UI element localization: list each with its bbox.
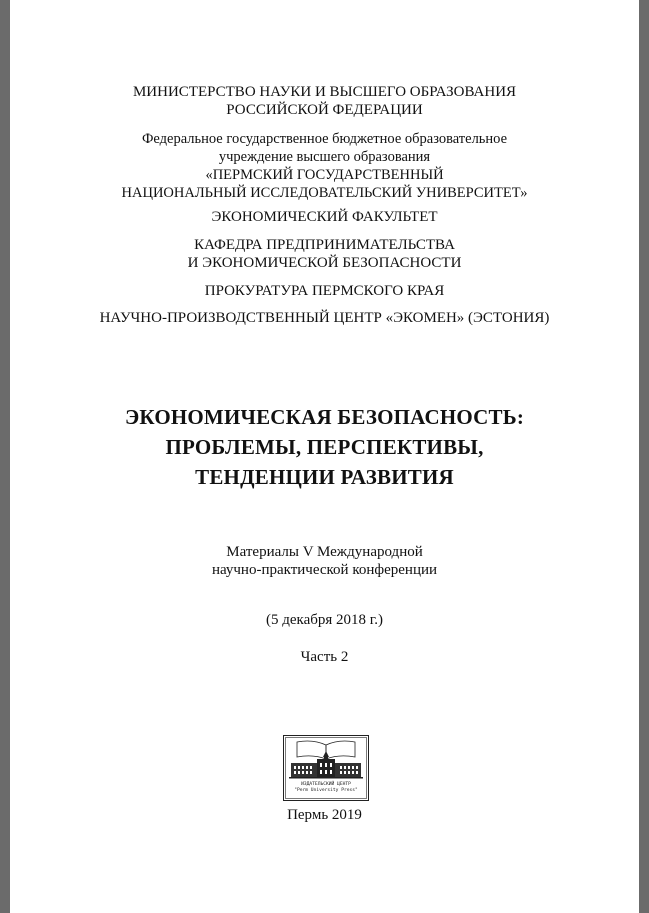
university-line: учреждение высшего образования bbox=[218, 149, 431, 165]
ministry-line: РОССИЙСКОЙ ФЕДЕРАЦИИ bbox=[226, 102, 423, 118]
logo-text-line: "Perm University Press" bbox=[294, 788, 358, 793]
part-line: Часть 2 bbox=[300, 649, 349, 665]
center-heading bbox=[10, 309, 639, 327]
university-line: НАЦИОНАЛЬНЫЙ ИССЛЕДОВАТЕЛЬСКИЙ УНИВЕРСИТЕТ» bbox=[121, 185, 528, 201]
ministry-line: МИНИСТЕРСТВО НАУКИ И ВЫСШЕГО ОБРАЗОВАНИЯ bbox=[132, 84, 517, 100]
subtitle-line: научно-практической конференции bbox=[211, 562, 438, 578]
part-number bbox=[10, 648, 639, 666]
logo-text-line: ИЗДАТЕЛЬСКИЙ ЦЕНТР bbox=[301, 782, 351, 787]
book-title bbox=[10, 402, 639, 492]
university-line: Федеральное государственное бюджетное образовательное bbox=[141, 131, 508, 147]
department-heading bbox=[10, 236, 639, 272]
conference-date bbox=[10, 611, 639, 629]
faculty-line: ЭКОНОМИЧЕСКИЙ ФАКУЛЬТЕТ bbox=[211, 209, 438, 225]
city-year: Пермь 2019 bbox=[287, 807, 362, 823]
subtitle-line: Материалы V Международной bbox=[226, 544, 423, 560]
publisher-logo bbox=[283, 735, 369, 801]
conference-subtitle bbox=[10, 543, 639, 579]
department-line: КАФЕДРА ПРЕДПРИНИМАТЕЛЬСТВА bbox=[194, 237, 455, 253]
title-page bbox=[10, 0, 639, 913]
department-line: И ЭКОНОМИЧЕСКОЙ БЕЗОПАСНОСТИ bbox=[187, 255, 462, 271]
university-line: «ПЕРМСКИЙ ГОСУДАРСТВЕННЫЙ bbox=[205, 167, 444, 183]
center-line: НАУЧНО-ПРОИЗВОДСТВЕННЫЙ ЦЕНТР «ЭКОМЕН» (ЭСТОНИЯ) bbox=[99, 310, 550, 326]
title-line: ЭКОНОМИЧЕСКАЯ БЕЗОПАСНОСТЬ: bbox=[124, 405, 525, 429]
title-line: ПРОБЛЕМЫ, ПЕРСПЕКТИВЫ, bbox=[165, 435, 484, 459]
prosecutor-heading bbox=[10, 282, 639, 300]
university-heading bbox=[10, 130, 639, 202]
title-line: ТЕНДЕНЦИИ РАЗВИТИЯ bbox=[195, 465, 454, 489]
faculty-heading bbox=[10, 208, 639, 226]
date-line: (5 декабря 2018 г.) bbox=[266, 612, 383, 628]
prosecutor-line: ПРОКУРАТУРА ПЕРМСКОГО КРАЯ bbox=[204, 283, 445, 299]
ministry-heading bbox=[10, 83, 639, 119]
